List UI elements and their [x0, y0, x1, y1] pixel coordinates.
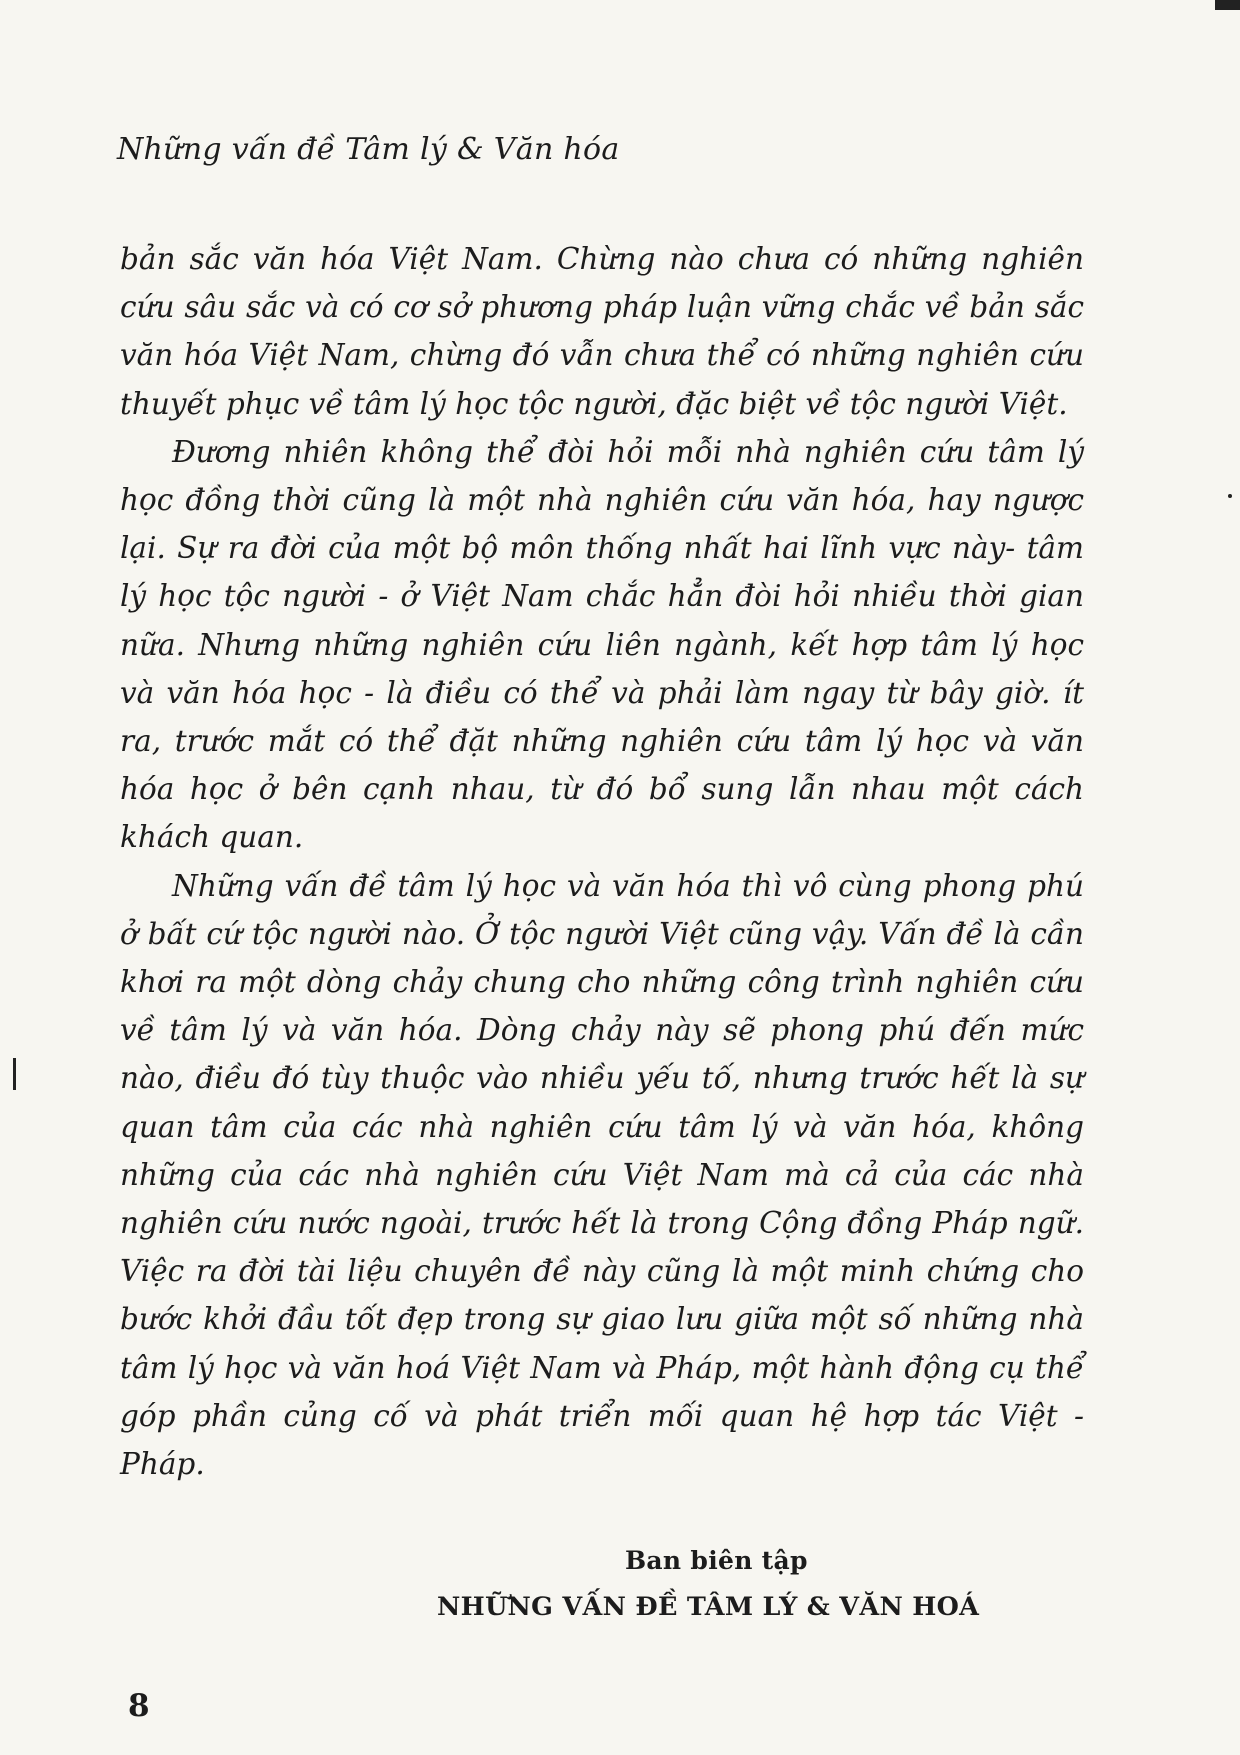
paragraph: Đương nhiên không thể đòi hỏi mỗi nhà nghiên cứu tâm lý học đồng thời cũng là một nhà nghiên cứu văn hóa, hay ngược lại. Sự ra đời của một bộ môn thống nhất hai lĩnh vực này- tâm lý học tộc người - ở Việt Nam chắc hẳn đòi hỏi nhiều thời gian nữa. Nhưng những nghiên cứu liên ngành, kết hợp tâm lý học và văn hóa học - là điều có thể và phải làm ngay từ bây giờ. ít ra, trước mắt có thể đặt những nghiên cứu tâm lý học và văn hóa học ở bên cạnh nhau, từ đó bổ sung lẫn nhau một cách khách quan.: [120, 434, 1084, 855]
running-head: Những vấn đề Tâm lý & Văn hóa: [117, 132, 620, 167]
body-text: [120, 235, 1084, 1488]
signature-editorial-board: Ban biên tập: [625, 1546, 808, 1575]
signature-publication: NHỮNG VẤN ĐỀ TÂM LÝ & VĂN HOÁ: [437, 1592, 980, 1622]
paragraph: Những vấn đề tâm lý học và văn hóa thì vô cùng phong phú ở bất cứ tộc người nào. Ở tộc người Việt cũng vậy. Vấn đề là cần khơi ra một dòng chảy chung cho những công trình nghiên cứu về tâm lý và văn hóa. Dòng chảy này sẽ phong phú đến mức nào, điều đó tùy thuộc vào nhiều yếu tố, nhưng trước hết là sự quan tâm của các nhà nghiên cứu tâm lý và văn hóa, không những của các nhà nghiên cứu Việt Nam mà cả của các nhà nghiên cứu nước ngoài, trước hết là trong Cộng đồng Pháp ngữ. Việc ra đời tài liệu chuyên đề này cũng là một minh chứng cho bước khởi đầu tốt đẹp trong sự giao lưu giữa một số những nhà tâm lý học và văn hoá Việt Nam và Pháp, một hành động cụ thể góp phần củng cố và phát triển mối quan hệ hợp tác Việt - Pháp.: [120, 868, 1084, 1482]
scan-artifact-top-right: [1215, 0, 1240, 10]
page-number: 8: [128, 1688, 150, 1724]
scan-artifact-left: [13, 1058, 16, 1090]
paragraph-continuation: bản sắc văn hóa Việt Nam. Chừng nào chưa có những nghiên cứu sâu sắc và có cơ sở phương pháp luận vững chắc về bản sắc văn hóa Việt Nam, chừng đó vẫn chưa thể có những nghiên cứu thuyết phục về tâm lý học tộc người, đặc biệt về tộc người Việt.: [120, 242, 1084, 421]
scan-artifact-dot: [1228, 494, 1232, 498]
